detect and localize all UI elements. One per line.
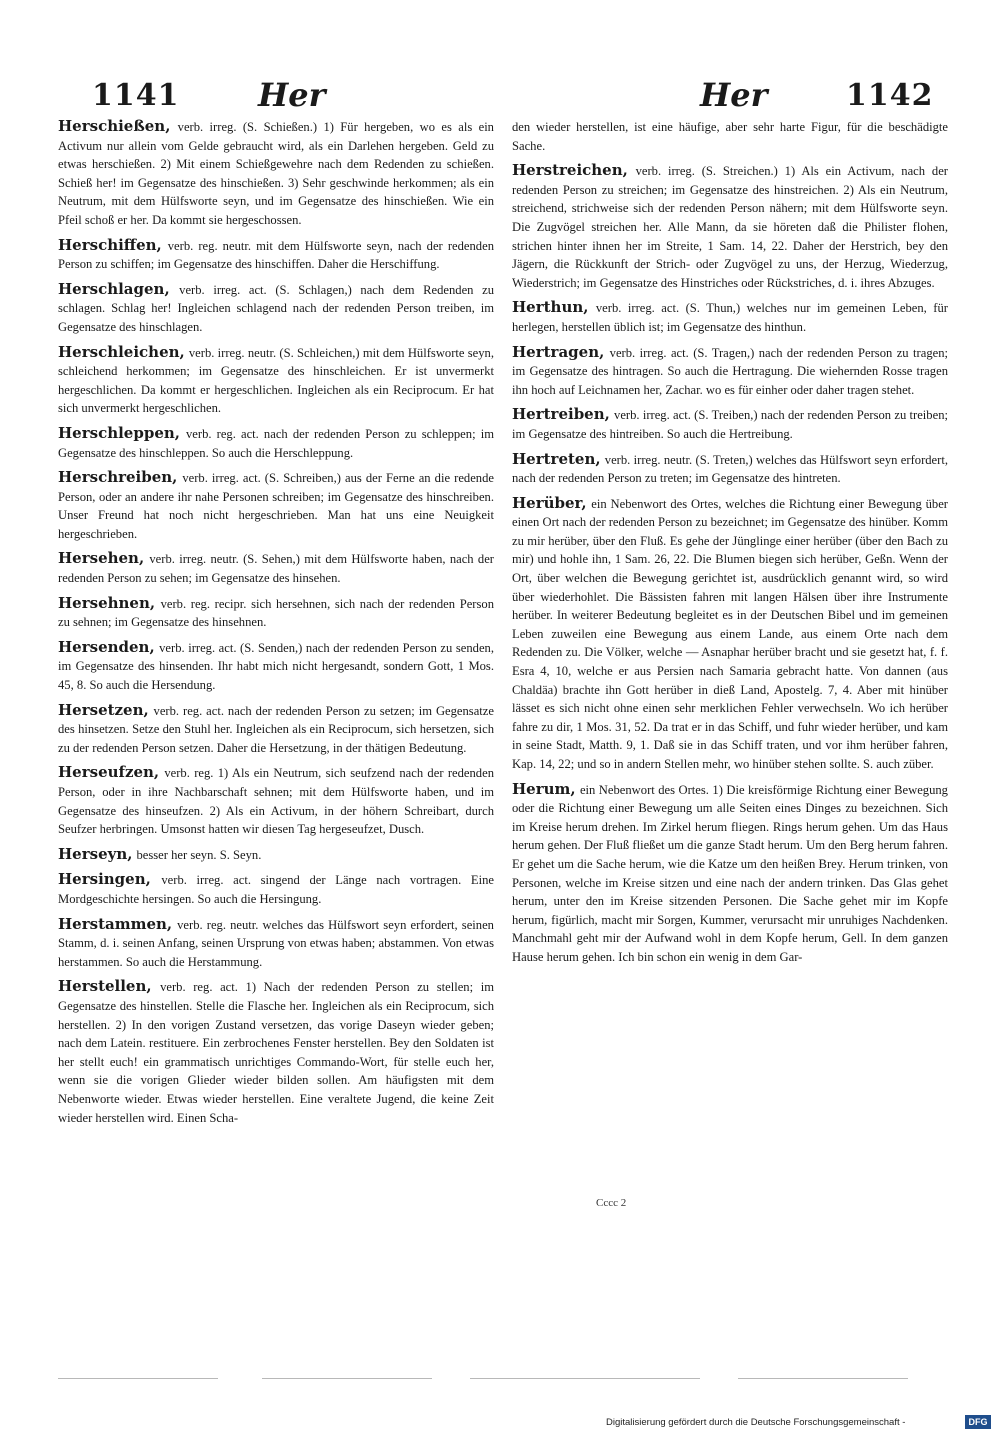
entry-headword: Herseyn, [58,844,133,863]
dictionary-entry [58,425,494,462]
entry-headword: Hersehen, [58,549,145,568]
entry-definition: den wieder herstellen, ist eine häufige, aber sehr harte Figur, für die beschädigte Sache. [512,120,948,153]
entry-definition: verb. irreg. act. (S. Schlagen,) nach dem Redenden zu schlagen. Schlag her! Ingleichen schlagend nach der redenden Person treiben, im Gegensatze des hinschlagen. [58,282,494,334]
dictionary-entry [512,162,948,292]
dictionary-entry [512,406,948,443]
entry-headword: Herüber, [512,493,587,512]
entry-definition: verb. irreg. act. (S. Treiben,) nach der redenden Person zu treiben; im Gegensatze des hintreiben. So auch die Hertreibung. [512,408,948,441]
page-number-right: 1142 [846,78,934,113]
dictionary-entry [512,299,948,336]
entry-headword: Herschießen, [58,117,171,135]
dictionary-entry [58,469,494,543]
left-column [58,118,494,1134]
dictionary-entry [512,451,948,488]
dfg-logo: DFG [965,1415,991,1429]
entry-headword: Hertragen, [512,342,605,361]
entry-definition: verb. reg. act. nach der redenden Person zu setzen; im Gegensatze des hinsetzen. Setze den Stuhl her. Ingleichen als ein Reciprocum, sich hersetzen, sich zu der redenden Person setzen. Daher die Hersetzung, in der thätigen Bedeutung. [58,703,494,755]
entry-headword: Hertreiben, [512,405,610,424]
running-head-left: Her [258,76,326,114]
dictionary-entry [512,495,948,774]
dictionary-entry [58,550,494,587]
entry-definition: verb. irreg. (S. Streichen.) 1) Als ein Activum, nach der redenden Person zu streichen; im Gegensatze des hinstreichen. 2) Als ein Neutrum, streichend, strichweise sich der redenden Person nähern; mit dem Hülfsworte seyn. Die Zugvögel streichen her. Alle Mann, da sie höreten daß die Philister flohen, strichen hinter ihnen her im Streite, 1 Sam. 14, 22. Daher der Herstrich, bey den Jägern, die Rückkunft der Strich- oder Zugvögel zu uns, der Herzug, Wiederzug, Wiederstrich; im Gegensatze des Hinstriches oder Rückstriches, d. i. ihres Abzuges. [512,164,948,290]
dictionary-entry [58,916,494,972]
footer-rule [58,1378,218,1379]
running-head-right: Her [700,76,768,114]
page-header [0,76,1000,116]
entry-headword: Hersenden, [58,637,155,656]
entry-headword: Herschreiben, [58,468,178,487]
footer-rule [262,1378,432,1379]
entry-headword: Herschiffen, [58,235,162,254]
page-number-left: 1141 [92,78,180,113]
footer-rule [470,1378,700,1379]
entry-definition: verb. reg. 1) Als ein Neutrum, sich seufzend nach der redenden Person, oder in ihre Nachbarschaft sehnen; mit dem Hülfsworte haben, und im Gegensatze des hinseufzen. 2) Als ein Activum, in der höhern Schreibart, durch Seufzer herbringen. Umsonst hatten wir diesen Tag hergeseufzet, Dusch. [58,766,494,837]
entry-definition: verb. reg. act. 1) Nach der redenden Person zu stellen; im Gegensatze des hinstellen. Stelle die Flasche her. Ingleichen als ein Reciprocum, sich herstellen. 2) In den vorigen Zustand versetzen, das vorige Daseyn wieder geben; nach dem Latein. restituere. Ein zerbrochenes Fenster herstellen. Bey den Soldaten ist her stellt euch! ein grammatisch unrichtiges Commando-Wort, für stelle euch her, wenn sie die vorigen Glieder wieder bilden sollen. Am häufigsten mit dem Nebenworte wieder. Etwas wieder herstellen. Eine veraltete Jugend, die keine Zeit wieder herstellen wird. Einen Scha- [58,980,494,1125]
dictionary-entry [512,781,948,967]
entry-definition: verb. irreg. neutr. (S. Sehen,) mit dem Hülfsworte haben, nach der redenden Person zu sehen; im Gegensatze des hinsehen. [58,552,494,586]
entry-definition: verb. irreg. act. singend der Länge nach vortragen. Eine Mordgeschichte hersingen. So auch die Hersingung. [58,873,494,906]
entry-headword: Herstammen, [58,914,173,933]
dictionary-entry [58,237,494,274]
dictionary-entry [58,871,494,908]
dictionary-entry [58,595,494,632]
entry-headword: Herum, [512,779,576,798]
dictionary-entry [58,639,494,695]
digitization-credit: Digitalisierung gefördert durch die Deutsche Forschungsgemeinschaft - [606,1417,906,1428]
dictionary-entry [58,702,494,758]
entry-definition: besser her seyn. S. Seyn. [136,847,262,862]
dictionary-entry [58,118,494,230]
entry-headword: Hertreten, [512,449,601,468]
right-column [512,118,948,974]
dictionary-entry [512,118,948,155]
dictionary-entry [58,344,494,418]
entry-headword: Herstellen, [58,977,152,996]
entry-definition: verb. reg. neutr. mit dem Hülfsworte seyn, nach der redenden Person zu schiffen; im Gegensatze des hinschiffen. Daher die Herschiffung. [58,238,494,272]
entry-definition: verb. irreg. act. (S. Senden,) nach der redenden Person zu senden, im Gegensatze des hinsenden. Ihr habt mich nicht hergesandt, sondern Gott, 1 Mos. 45, 8. So auch die Hersendung. [58,640,494,693]
entry-headword: Herschlagen, [58,279,170,298]
entry-headword: Herstreichen, [512,161,628,180]
footer-rule [738,1378,908,1379]
dictionary-entry [58,764,494,838]
entry-definition: verb. irreg. act. (S. Thun,) welches nur im gemeinen Leben, für herlegen, herstellen üblich ist; im Gegensatze des hinthun. [512,301,948,334]
entry-headword: Hersetzen, [58,700,149,719]
entry-headword: Hersehnen, [58,593,156,612]
entry-definition: verb. reg. recipr. sich hersehnen, sich nach der redenden Person zu sehnen; im Gegensatze des hinsehnen. [58,596,494,630]
entry-headword: Herseufzen, [58,763,160,782]
entry-definition: verb. irreg. neutr. (S. Schleichen,) mit dem Hülfsworte seyn, schleichend herkommen; im Gegensatze des hinschleichen. Er ist unvermerkt hergeschlichen. Da kommt er hergeschlichen. Ingleichen als ein Reciprocum. Er hat sich unvermerkt hergeschlichen. [58,345,494,416]
dictionary-entry [58,846,494,865]
entry-definition: verb. irreg. (S. Schießen.) 1) Für hergeben, wo es als ein Activum nur allein vom Gelde gebraucht wird, als ein Darlehen hergeben. Geld zu etwas herschießen. 2) Mit einem Schießgewehre nach dem Redenden zu schießen. Schieß her! im Gegensatze des hinschießen. 3) Sehr geschwinde herkommen; als ein Neutrum, mit dem Hülfsworte seyn, und im Gegensatze des hinschießen. Wie ein Pfeil schoß er her. Da kommt sie hergeschossen. [58,120,494,227]
entry-definition: verb. reg. neutr. welches das Hülfswort seyn erfordert, seinen Stamm, d. i. seinen Anfang, seinen Ursprung von etwas haben; abstammen. Von etwas herstammen. So auch die Herstammung. [58,917,494,969]
dictionary-entry [512,344,948,400]
entry-definition: ein Nebenwort des Ortes, welches die Richtung einer Bewegung über einen Ort nach der redenden Person zu bezeichnet; im Gegensatze des hinüber. Komm zu mir herüber, über den Fluß. Es gehe der Jünglinge einer herüber (über den Bach zu mir) und hohle ihn, 1 Sam. 26, 22. Die Blumen biegen sich herüber, Geßn. Wenn der Ort, über welchen die Bewegung gerichtet ist, ausdrücklich genannt wird, so wird über wiederhohlet. Die Bässisten fahren mit langen Hälsen über ihre Instrumente herüber. In weiterer Bedeutung begleitet es in der Deutschen Bibel und im gemeinen Leben zuweilen eine Bewegung aus einem Lande, aus einem Orte nach dem Redenden zu. Die Völker, welche — Asnaphar herüber bracht und sie gesetzt hat, f. f. Esra 4, 10, welche er aus Persien nach Samaria gebracht hatte. Von dannen (aus Chaldäa) brachte ihn Gott herüber in dieß Land, Apostelg. 7, 4. Aber mit hinüber lässet es sich nicht ohne einen sehr merklichen Fehler verwechseln. Wo ich herüber fahre zu dir, 1 Mos. 31, 52. Da trat er in das Schiff, und fuhr wieder herüber, und kam in seine Stadt, Matth. 9, 1. Daß sie in das Schiff traten, und vor ihm herüber fahren, Kap. 14, 22; und so in andern Stellen mehr, wo hinüber stehen sollte. S. auch züber. [512,496,948,771]
entry-definition: verb. irreg. act. (S. Schreiben,) aus der Ferne an die redende Person, oder an andere ihr nahe Personen schreiben; im Gegensatze des hinschreiben. Unser Freund hat noch nicht hergeschrieben. Man hat uns eine Neuigkeit hergeschrieben. [58,471,494,541]
entry-definition: verb. irreg. neutr. (S. Treten,) welches das Hülfswort seyn erfordert, nach der redenden Person zu treten; im Gegensatze des hintreten. [512,452,948,486]
entry-definition: ein Nebenwort des Ortes. 1) Die kreisförmige Richtung einer Bewegung oder die Richtung einer Bewegung um alle Seiten eines Dinges zu bezeichnen. Sich im Kreise herum drehen. Im Zirkel herum fliegen. Rings herum gehen. Um das Haus herum gehen. Der Fluß fließet um die ganze Stadt herum. Um den Berg herum fahren. Er gehet um die Sache herum, wie die Katze um den heißen Brey. Herum trinken, von Personen, welche im Kreise sitzen und eine nach der andern trinken. Das Glas gehet herum, unter den im Kreise sitzenden Personen. Die Sache gehet mir im Kopfe herum, figürlich, macht mir Sorgen, Kummer, verursacht mir unruhiges Nachdenken. Manchmahl geht mir der Aufwand wohl in dem Kopfe herum, Gell. In dem ganzen Hause herum gehen. Ich bin schon ein wenig in dem Gar- [512,782,948,964]
entry-headword: Herthun, [512,298,589,317]
entry-headword: Herschleichen, [58,342,185,361]
entry-headword: Hersingen, [58,870,151,889]
dictionary-entry [58,281,494,337]
entry-definition: verb. reg. act. nach der redenden Person zu schleppen; im Gegensatze des hinschleppen. So auch die Herschleppung. [58,426,494,460]
entry-definition: verb. irreg. act. (S. Tragen,) nach der redenden Person zu tragen; im Gegensatze des hintragen. So auch die Hertragung. Die wiehernden Rosse tragen ihn hoch auf Leichnamen her, Zachar. wo es für einher oder daher tragen stehet. [512,345,948,397]
entry-headword: Herschleppen, [58,423,180,442]
dictionary-entry [58,978,494,1127]
catchword: Cccc 2 [596,1197,627,1209]
